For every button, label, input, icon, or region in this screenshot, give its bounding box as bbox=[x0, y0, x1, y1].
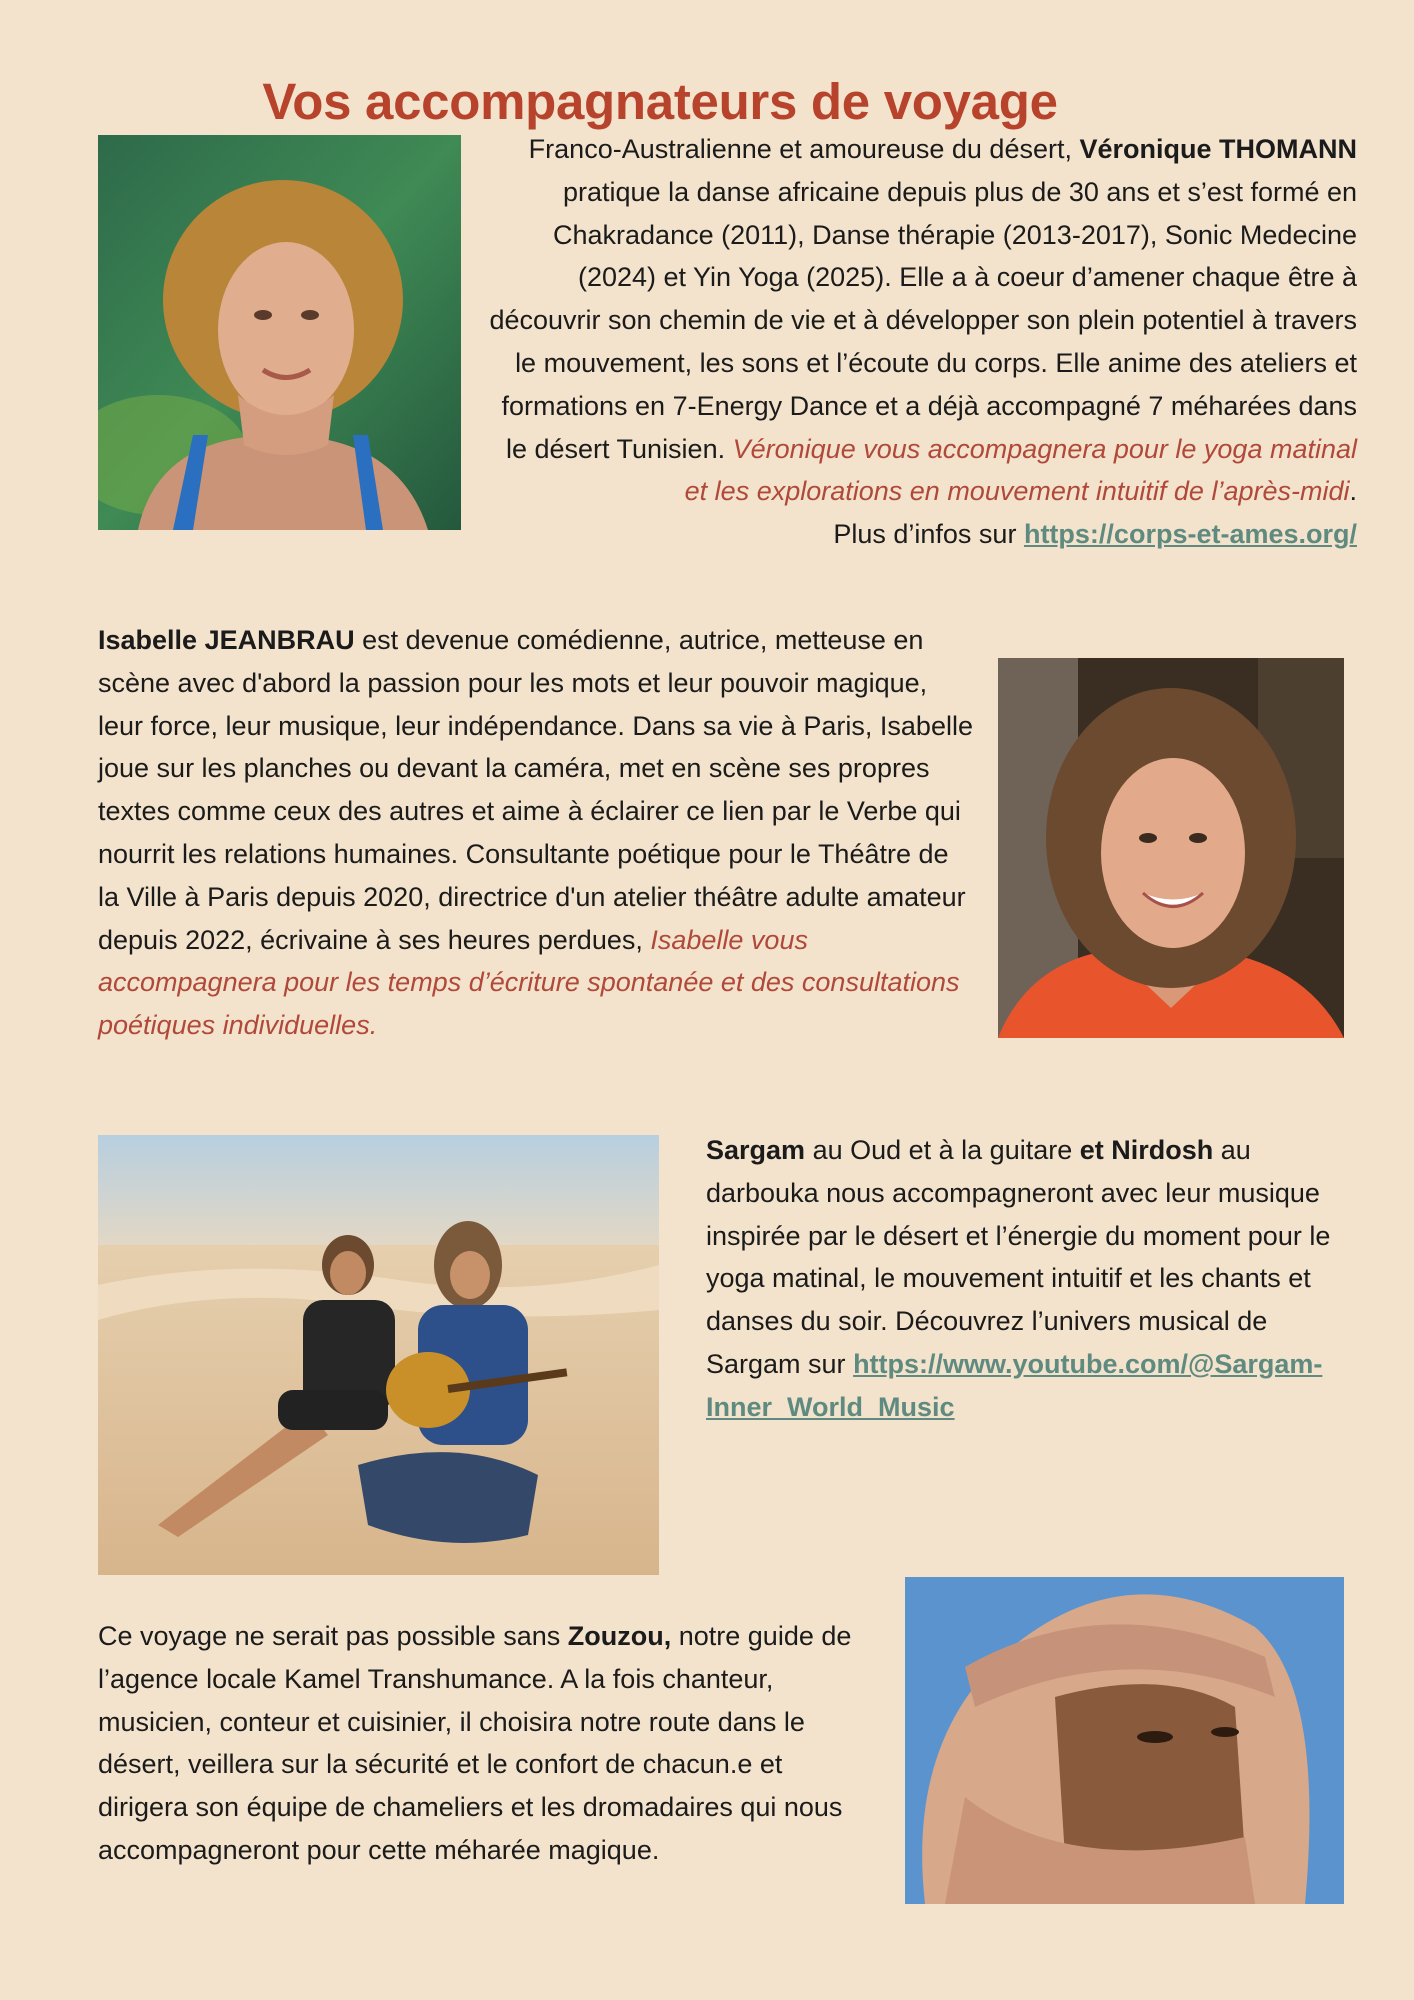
zouzou-text bbox=[98, 1615, 868, 1872]
veronique-text-3: . bbox=[1349, 476, 1357, 507]
veronique-text-2: pratique la danse africaine depuis plus de 30 ans et s’est formé en Chakradance (2011), Danse thérapie (2013-2017), Sonic Medecine (2024) et Yin Yoga (2025). Elle a à coeur d’amener chaque être à découvrir son chemin de vie et à développer son plein potentiel à travers le mouvement, les sons et l’écoute du corps. Elle anime des ateliers et formations en 7-Energy Dance et a déjà accompagné 7 méharées dans le désert Tunisien. bbox=[489, 176, 1357, 464]
isabelle-photo bbox=[998, 658, 1344, 1038]
veronique-website-link[interactable]: https://corps-et-ames.org/ bbox=[1023, 519, 1357, 550]
zouzou-photo bbox=[905, 1577, 1344, 1904]
isabelle-role: Isabelle vous accompagnera pour les temps d’écriture spontanée et des consultations poétiques individuelles. bbox=[98, 924, 960, 1041]
isabelle-text bbox=[98, 619, 976, 1047]
musicians-text-2: au darbouka nous accompagneront avec leur musique inspirée par le désert et l’énergie du moment pour le yoga matinal, le mouvement intuitif et les chants et danses du soir. Découvrez l’univers musical de Sargam sur bbox=[706, 1135, 1331, 1379]
veronique-photo bbox=[98, 135, 461, 530]
veronique-name: Véronique THOMANN bbox=[1079, 134, 1357, 164]
zouzou-text-2: notre guide de l’agence locale Kamel Transhumance. A la fois chanteur, musicien, conteur et cuisinier, il choisira notre route dans le désert, veillera sur la sécurité et le confort de chacun.e et dirigera son équipe de chameliers et les dromadaires qui nous accompagneront pour cette méharée magique. bbox=[98, 1621, 852, 1865]
veronique-text-1: Franco-Australienne et amoureuse du désert, bbox=[528, 134, 1080, 164]
musicians-text bbox=[706, 1129, 1346, 1429]
zouzou-text-1: Ce voyage ne serait pas possible sans bbox=[98, 1621, 568, 1651]
musicians-text-1: au Oud et à la guitare bbox=[805, 1135, 1080, 1165]
isabelle-text-1: est devenue comédienne, autrice, metteuse en scène avec d'abord la passion pour les mots et leur pouvoir magique, leur force, leur musique, leur indépendance. Dans sa vie à Paris, Isabelle joue sur les planches ou devant la caméra, met en scène ses propres textes comme ceux des autres et aime à éclairer ce lien par le Verbe qui nourrit les relations humaines. Consultante poétique pour le Théâtre de la Ville à Paris depuis 2020, directrice d'un atelier théâtre adulte amateur depuis 2022, écrivaine à ses heures perdues, bbox=[98, 625, 973, 955]
veronique-role: Véronique vous accompagnera pour le yoga matinal et les explorations en mouvement intuitif de l’après-midi bbox=[684, 433, 1357, 507]
page-title: Vos accompagnateurs de voyage bbox=[262, 73, 1058, 131]
musicians-photo bbox=[98, 1135, 659, 1575]
musician-sargam-name: Sargam bbox=[706, 1135, 806, 1165]
musician-nirdosh-name: et Nirdosh bbox=[1079, 1135, 1214, 1165]
youtube-link[interactable]: https://www.youtube.com/@Sargam-Inner_World_Music bbox=[706, 1348, 1323, 1422]
isabelle-name: Isabelle JEANBRAU bbox=[98, 625, 355, 655]
zouzou-name: Zouzou, bbox=[567, 1621, 672, 1651]
veronique-text bbox=[485, 128, 1357, 556]
veronique-more-label: Plus d’infos sur bbox=[833, 519, 1024, 550]
